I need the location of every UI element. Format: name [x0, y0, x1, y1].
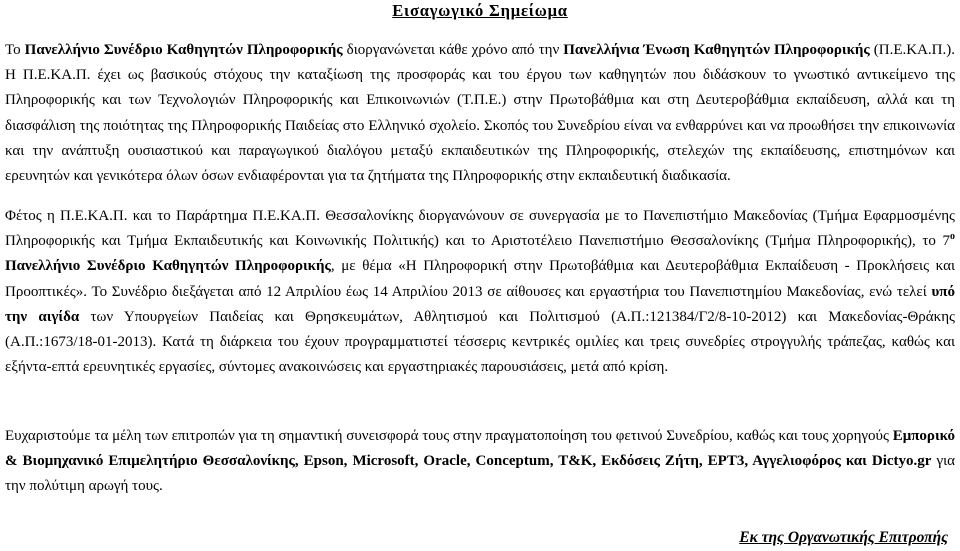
ordinal-superscript: ο [950, 231, 955, 243]
document-title: Εισαγωγικό Σημείωμα [392, 1, 568, 20]
bold-text-run: Εμπορικό & Βιομηχανικό Επιμελητήριο Θεσσαλονίκης, Epson, Microsoft, Oracle, Conceptum, T&K, Εκδόσεις Ζήτη, ΕΡΤ3, Αγγελιοφόρος και Dictyo.gr [5, 428, 955, 470]
text-run: Το [5, 42, 25, 58]
paragraph-introduction [5, 38, 955, 189]
text-run: για την πολύτιμη αρωγή τους. [5, 453, 955, 495]
bold-text-run: Πανελλήνια Ένωση Καθηγητών Πληροφορικής [563, 42, 870, 58]
text-run: των Υπουργείων Παιδείας και Θρησκευμάτων, Αθλητισμού και Πολιτισμού (Α.Π.:121384/Γ2/8-10-2012) και Μακεδονίας-Θράκης (Α.Π.:1673/18-01-2013). Κατά τη διάρκεια του έχουν προγραμματιστεί τέσσερις κεντρικές ομιλίες και τρεις συνεδρίες στρογγυλής τράπεζας, καθώς και εξήντα-επτά ερευνητικές εργασίες, σύντομες ανακοινώσεις και εργαστηριακές παρουσιάσεις, μετά από κρίση. [5, 308, 955, 376]
bold-text-run: Πανελλήνιο Συνέδριο Καθηγητών Πληροφορικής [5, 258, 331, 275]
text-run: (Π.Ε.ΚΑ.Π.). Η Π.Ε.ΚΑ.Π. έχει ως βασικούς στόχους την καταξίωση της προσφοράς και του έργου των καθηγητών που διδάσκουν το γνωστικό αντικείμενο της Πληροφορικής και των Τεχνολογιών Πληροφορικής και Επικοινωνιών (Τ.Π.Ε.) στην Πρωτοβάθμια και στη Δευτεροβάθμια εκπαίδευση, αλλά και τη διασφάλιση της ποιότητας της Πληροφορικής Παιδείας στο Ελληνικό σχολείο. Σκοπός του Συνεδρίου είναι να ενθαρρύνει και να προωθήσει την επικοινωνία και την ανάπτυξη ουσιαστικού και παραγωγικού διαλόγου μεταξύ εκπαιδευτικών της Πληροφορικής, στελεχών της εκπαίδευσης, επιστημόνων και ερευνητών και γενικότερα όλων όσων ενδιαφέρονται για τα ζητήματα της Πληροφορικής στην εκπαιδευτική διαδικασία. [5, 42, 956, 185]
bold-text-run: υπό την αιγίδα [5, 283, 955, 325]
text-run: Ευχαριστούμε τα μέλη των επιτροπών για τη σημαντική συνεισφορά τους στην πραγματοποίηση του φετινού Συνεδρίου, καθώς και τους χορηγούς [5, 428, 893, 444]
text-run: διοργανώνεται κάθε χρόνο από την [342, 42, 564, 58]
text-run: , με θέμα «Η Πληροφορική στην Πρωτοβάθμια και Δευτεροβάθμια Εκπαίδευση - Προκλήσεις και Προοπτικές». Το Συνέδριο διεξάγεται από 12 Απριλίου έως 14 Απριλίου 2013 σε αίθουσες και εργαστήρια του Πανεπιστημίου Μακεδονίας, ενώ τελεί [5, 258, 955, 300]
paragraph-acknowledgements [5, 424, 955, 500]
bold-text-run: Πανελλήνιο Συνέδριο Καθηγητών Πληροφορικής [24, 42, 343, 58]
paragraph-conference-details [5, 204, 955, 380]
text-run: Φέτος η Π.Ε.ΚΑ.Π. και το Παράρτημα Π.Ε.ΚΑ.Π. Θεσσαλονίκης διοργανώνουν σε συνεργασία με το Πανεπιστήμιο Μακεδονίας (Τμήμα Εφαρμοσμένης Πληροφορικής και Τμήμα Εκπαιδευτικής και Κοινωνικής Πολιτικής) και το Αριστοτέλειο Πανεπιστήμιο Θεσσαλονίκης (Τμήμα Πληροφορικής), το 7 [5, 208, 955, 250]
signature-organizing-committee: Εκ της Οργανωτικής Επιτροπής [739, 529, 948, 546]
